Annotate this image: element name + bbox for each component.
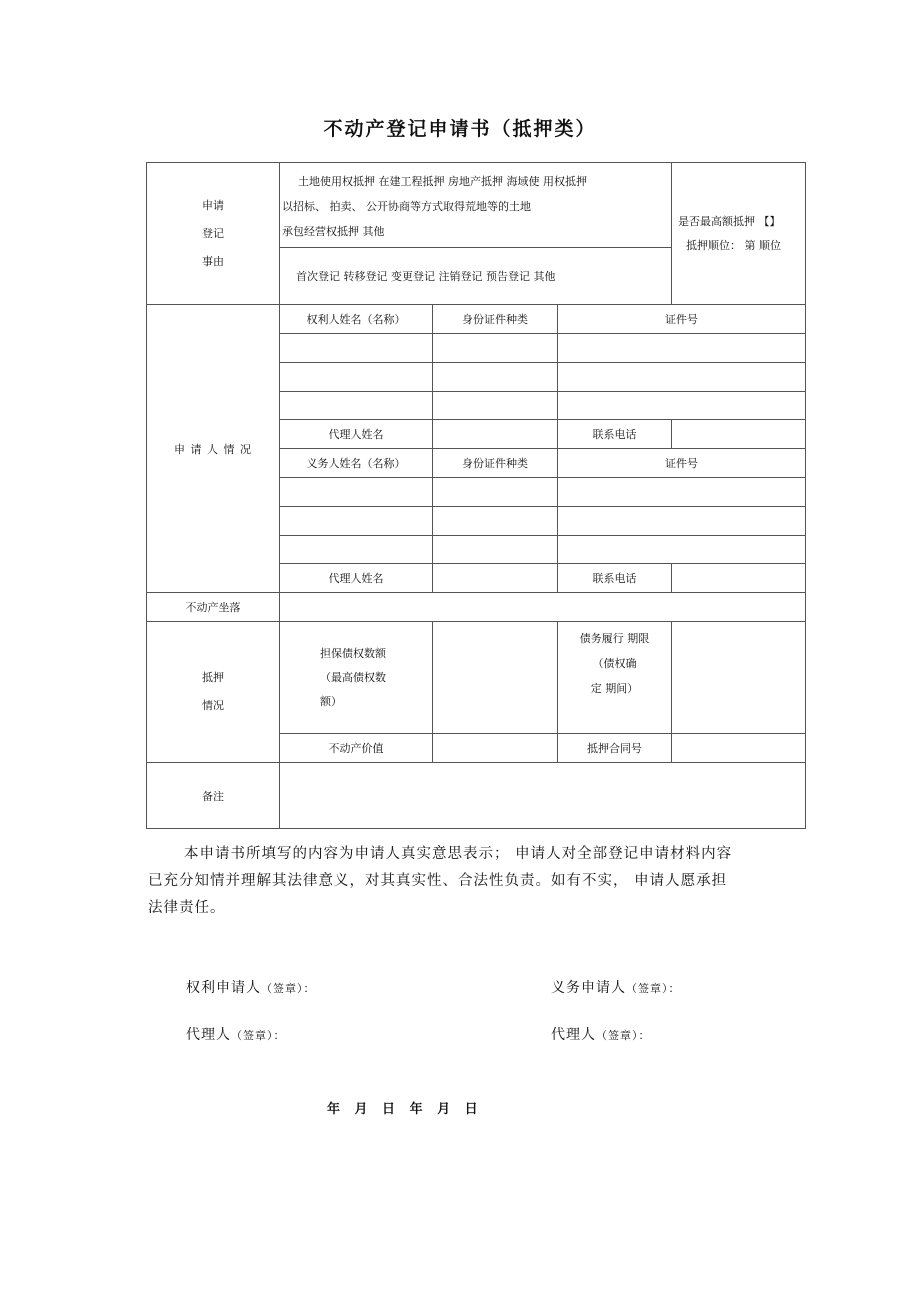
id-number-field[interactable] (558, 334, 806, 363)
max-amount-label: 是否最高额抵押 【】 (678, 214, 781, 228)
obligor-name-field[interactable] (280, 478, 433, 507)
id-type-field[interactable] (433, 363, 558, 392)
phone-label: 联系电话 (558, 564, 672, 593)
property-location-label: 不动产坐落 (147, 593, 280, 622)
date-line: 年 月 日 年 月 日 (327, 1102, 480, 1117)
application-form-table (146, 162, 806, 829)
contract-number-label: 抵押合同号 (558, 734, 672, 763)
mortgage-type-options[interactable]: 土地使用权抵押 在建工程抵押 房地产抵押 海域使 用权抵押 以招标、 拍卖、 公开协商等方式取得荒地等的土地 承包经营权抵押 其他 (280, 163, 672, 248)
debt-term-field[interactable] (672, 622, 806, 734)
id-type-field[interactable] (433, 507, 558, 536)
agent-name-field[interactable] (433, 564, 558, 593)
mortgage-options-cell[interactable] (672, 163, 806, 305)
property-location-field[interactable] (280, 593, 806, 622)
phone-field[interactable] (672, 564, 806, 593)
id-type-field[interactable] (433, 392, 558, 420)
property-value-field[interactable] (433, 734, 558, 763)
secured-amount-field[interactable] (433, 622, 558, 734)
page-title: 不动产登记申请书（抵押类） (323, 118, 597, 140)
right-holder-name-field[interactable] (280, 363, 433, 392)
debt-term-label: 债务履行 期限 （债权确 定 期间） (558, 622, 672, 734)
remarks-label: 备注 (147, 763, 280, 829)
remarks-field[interactable] (280, 763, 806, 829)
id-type-header: 身份证件种类 (433, 305, 558, 334)
contract-number-field[interactable] (672, 734, 806, 763)
obligor-name-field[interactable] (280, 507, 433, 536)
secured-amount-label: 担保债权数额 （最高债权数 额） (280, 622, 433, 734)
obligor-name-field[interactable] (280, 536, 433, 564)
mortgage-label: 抵押 情况 (147, 622, 280, 763)
registration-type-options[interactable]: 首次登记 转移登记 变更登记 注销登记 预告登记 其他 (280, 248, 672, 305)
right-applicant-signature[interactable]: 权利申请人（签章）： (186, 980, 316, 996)
agent-signature[interactable]: 代理人（签章）： (186, 1027, 286, 1043)
id-type-field[interactable] (433, 536, 558, 564)
id-number-field[interactable] (558, 363, 806, 392)
applicant-label: 申 请 人 情 况 (147, 305, 280, 593)
agent-signature-2[interactable]: 代理人（签章）： (551, 1027, 651, 1043)
id-number-header: 证件号 (558, 449, 806, 478)
property-value-label: 不动产价值 (280, 734, 433, 763)
right-holder-name-field[interactable] (280, 334, 433, 363)
agent-name-label: 代理人姓名 (280, 564, 433, 593)
reason-label: 申请 登记 事由 (147, 163, 280, 305)
phone-field[interactable] (672, 420, 806, 449)
declaration-text: 本申请书所填写的内容为申请人真实意思表示； 申请人对全部登记申请材料内容已充分知情并理解其法律意义，对其真实性、合法性负责。如有不实， 申请人愿承担法律责任。 (148, 846, 733, 916)
id-number-field[interactable] (558, 392, 806, 420)
right-holder-name-field[interactable] (280, 392, 433, 420)
agent-name-label: 代理人姓名 (280, 420, 433, 449)
phone-label: 联系电话 (558, 420, 672, 449)
id-number-header: 证件号 (558, 305, 806, 334)
order-label: 抵押顺位： 第 顺位 (686, 238, 782, 252)
id-number-field[interactable] (558, 507, 806, 536)
obligor-name-header: 义务人姓名（名称） (280, 449, 433, 478)
obligor-applicant-signature[interactable]: 义务申请人（签章）： (551, 980, 681, 996)
id-type-header: 身份证件种类 (433, 449, 558, 478)
id-type-field[interactable] (433, 334, 558, 363)
agent-name-field[interactable] (433, 420, 558, 449)
id-type-field[interactable] (433, 478, 558, 507)
right-holder-name-header: 权利人姓名（名称） (280, 305, 433, 334)
id-number-field[interactable] (558, 478, 806, 507)
id-number-field[interactable] (558, 536, 806, 564)
